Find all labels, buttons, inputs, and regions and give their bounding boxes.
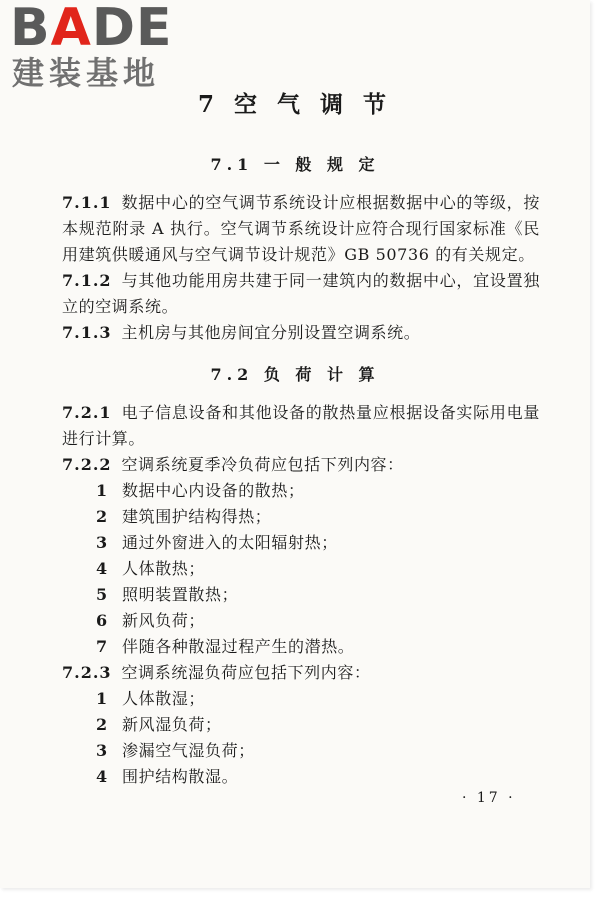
- list-item: 7 伴随各种散湿过程产生的潜热。: [96, 637, 355, 656]
- list-item: 2 新风湿负荷；: [96, 715, 222, 734]
- bade-logo: [8, 0, 178, 94]
- list-item: 3 通过外窗进入的太阳辐射热；: [96, 533, 338, 552]
- list-item: 5 照明装置散热；: [96, 585, 239, 604]
- clause-number: 7.2.1: [62, 403, 112, 422]
- clause-text: 电子信息设备和其他设备的散热量应根据设备实际用电量进行计算。: [62, 403, 540, 448]
- list-item: 1 人体散湿；: [96, 689, 206, 708]
- list-item: 2 建筑围护结构得热；: [96, 507, 272, 526]
- clause-text: 与其他功能用房共建于同一建筑内的数据中心，宜设置独立的空调系统。: [62, 271, 540, 316]
- clause-number: 7.2.2: [62, 455, 112, 474]
- clause-number: 7.1.2: [62, 271, 112, 290]
- logo-wordmark: BADE: [10, 0, 173, 58]
- clause-7-2-2: [62, 452, 540, 478]
- clause-7-2-3: [62, 660, 540, 686]
- clause-7-1-2: [62, 268, 540, 320]
- clause-text: 主机房与其他房间宜分别设置空调系统。: [121, 323, 421, 342]
- clause-7-2-1: [62, 400, 540, 452]
- list-item: 4 人体散热；: [96, 559, 206, 578]
- list-item: 1 数据中心内设备的散热；: [96, 481, 305, 500]
- section-title-7-1: 7.1 一 般 规 定: [210, 155, 380, 174]
- list-item: 4 围护结构散湿。: [96, 767, 239, 786]
- clause-7-1-1: [62, 190, 540, 268]
- page-number: · 17 ·: [462, 790, 516, 806]
- clause-number: 7.1.3: [62, 323, 112, 342]
- clause-7-1-3: [62, 320, 540, 346]
- clause-number: 7.2.3: [62, 663, 112, 682]
- clause-text: 数据中心的空气调节系统设计应根据数据中心的等级，按本规范附录 A 执行。空气调节系统设计应符合现行国家标准《民用建筑供暖通风与空气调节设计规范》GB 50736 的有关规定。: [62, 193, 540, 264]
- chapter-title: 7 空 气 调 节: [197, 91, 393, 118]
- clause-text: 空调系统夏季冷负荷应包括下列内容：: [121, 455, 404, 474]
- logo-subtitle: 建装基地: [12, 54, 161, 92]
- section-title-7-2: 7.2 负 荷 计 算: [210, 365, 380, 384]
- list-item: 6 新风负荷；: [96, 611, 206, 630]
- clause-text: 空调系统湿负荷应包括下列内容：: [121, 663, 371, 682]
- list-item: 3 渗漏空气湿负荷；: [96, 741, 255, 760]
- clause-number: 7.1.1: [62, 193, 112, 212]
